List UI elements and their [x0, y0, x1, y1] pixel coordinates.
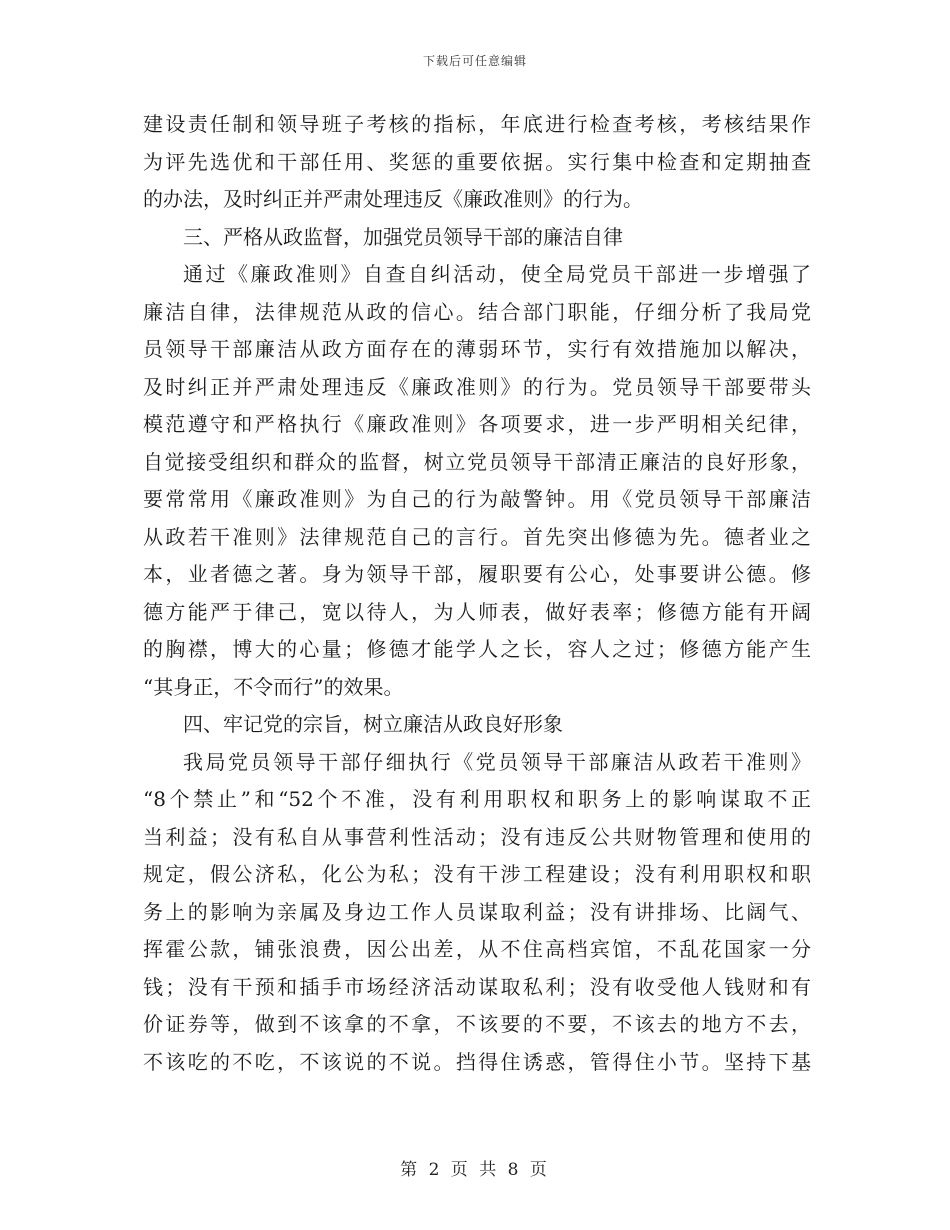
text-line: 三、严格从政监督，加强党员领导干部的廉洁自律	[183, 224, 623, 249]
text-line: 本，业者德之著。身为领导干部，履职要有公心，处事要讲公德。修	[143, 562, 811, 586]
text-line: 建设责任制和领导班子考核的指标，年底进行检查考核，考核结果作	[143, 112, 811, 136]
page-header: 下载后可任意编辑	[422, 54, 527, 68]
text-line: 为评先选优和干部任用、奖惩的重要依据。实行集中检查和定期抽查	[143, 149, 811, 174]
text-line: 价证券等，做到不该拿的不拿，不该要的不要，不该去的地方不去，	[143, 1012, 811, 1036]
document-body	[143, 106, 811, 1081]
text-line: 要常常用《廉政准则》为自己的行为敲警钟。用《党员领导干部廉洁	[143, 487, 811, 511]
text-line: “其身正，不令而行”的效果。	[143, 674, 404, 699]
text-line: 四、牢记党的宗旨，树立廉洁从政良好形象	[183, 712, 563, 736]
text-line: 廉洁自律，法律规范从政的信心。结合部门职能，仔细分析了我局党	[143, 299, 811, 324]
text-line: “8个禁止”和“52个不准，没有利用职权和职务上的影响谋取不正	[143, 787, 811, 811]
text-line: 钱；没有干预和插手市场经济活动谋取私利；没有收受他人钱财和有	[143, 974, 811, 999]
text-line: 我局党员领导干部仔细执行《党员领导干部廉洁从政若干准则》	[183, 749, 811, 774]
text-line: 的胸襟，博大的心量；修德才能学人之长，容人之过；修德方能产生	[143, 637, 811, 661]
text-line: 规定，假公济私，化公为私；没有干涉工程建设；没有利用职权和职	[143, 862, 811, 886]
text-line: 挥霍公款，铺张浪费，因公出差，从不住高档宾馆，不乱花国家一分	[143, 937, 811, 961]
text-line: 从政若干准则》法律规范自己的言行。首先突出修德为先。德者业之	[143, 524, 811, 549]
text-line: 自觉接受组织和群众的监督，树立党员领导干部清正廉洁的良好形象，	[143, 449, 811, 474]
text-line: 及时纠正并严肃处理违反《廉政准则》的行为。党员领导干部要带头	[143, 374, 811, 399]
text-line: 德方能严于律己，宽以待人，为人师表，做好表率；修德方能有开阔	[143, 599, 811, 624]
text-line: 的办法，及时纠正并严肃处理违反《廉政准则》的行为。	[143, 187, 643, 211]
page-footer: 第 2 页 共 8 页	[400, 1160, 550, 1180]
text-line: 不该吃的不吃，不该说的不说。挡得住诱惑，管得住小节。坚持下基	[143, 1049, 811, 1074]
text-line: 模范遵守和严格执行《廉政准则》各项要求，进一步严明相关纪律，	[143, 412, 811, 436]
text-line: 务上的影响为亲属及身边工作人员谋取利益；没有讲排场、比阔气、	[143, 899, 811, 924]
text-line: 员领导干部廉洁从政方面存在的薄弱环节，实行有效措施加以解决，	[143, 337, 811, 361]
text-line: 通过《廉政准则》自查自纠活动，使全局党员干部进一步增强了	[183, 262, 811, 286]
text-line: 当利益；没有私自从事营利性活动；没有违反公共财物管理和使用的	[143, 824, 811, 849]
